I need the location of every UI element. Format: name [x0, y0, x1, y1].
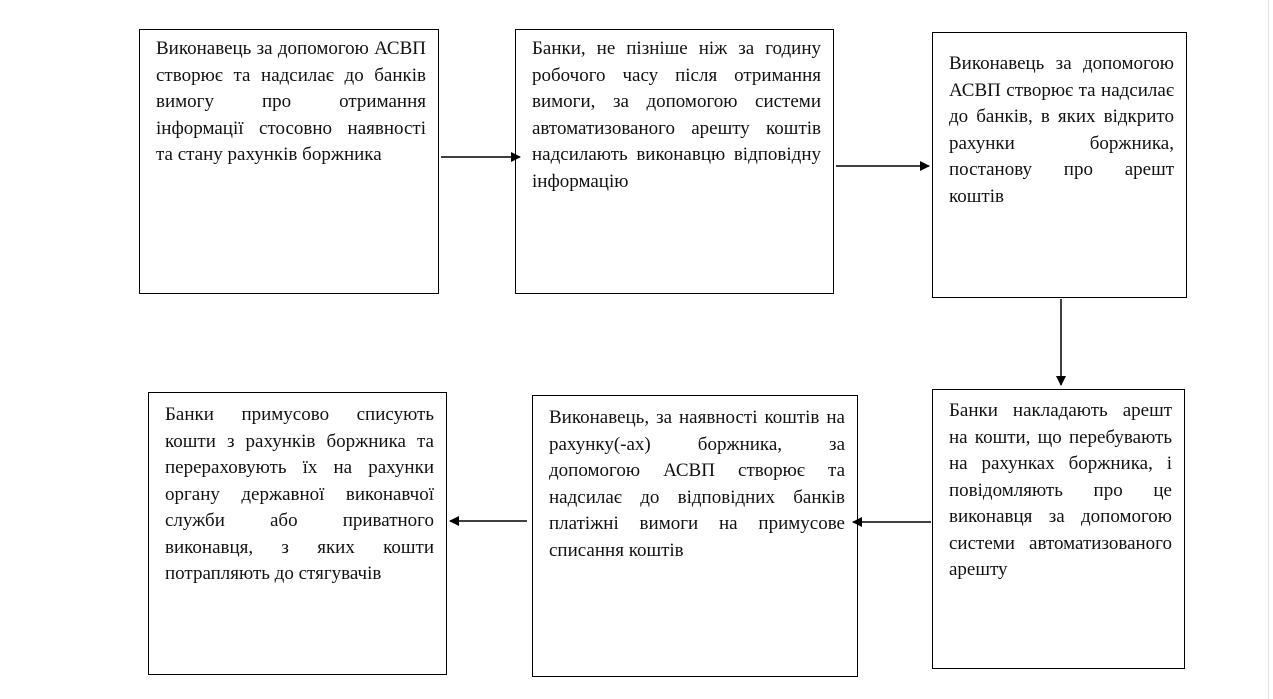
step-box-1	[139, 29, 439, 294]
step-text-6: Банки примусово списують кошти з рахунків боржника та перераховують їх на рахунки органу державної виконавчої служби або приватного виконавця, з яких кошти потрапляють до стягувачів	[165, 404, 434, 584]
page-edge-divider	[1268, 0, 1269, 699]
step-text-1: Виконавець за допомогою АСВП створює та надсилає до банків вимогу про отримання інформації стосовно наявності та стану рахунків боржника	[156, 38, 426, 165]
step-box-6	[148, 392, 447, 675]
step-box-4	[932, 389, 1185, 669]
step-text-3: Виконавець за допомогою АСВП створює та надсилає до банків, в яких відкрито рахунки боржника, постанову про арешт коштів	[949, 53, 1174, 207]
step-text-5: Виконавець, за наявності коштів на рахунку(-ах) боржника, за допомогою АСВП створює та надсилає до відповідних банків платіжні вимоги на примусове списання коштів	[549, 407, 845, 561]
step-box-3	[932, 32, 1187, 298]
step-text-4: Банки накладають арешт на кошти, що перебувають на рахунках боржника, і повідомляють про це виконавця за допомогою системи автоматизованого арешту	[949, 400, 1172, 580]
step-box-2	[515, 29, 834, 294]
step-text-2: Банки, не пізніше ніж за годину робочого часу після отримання вимоги, за допомогою системи автоматизованого арешту коштів надсилають виконавцю відповідну інформацію	[532, 38, 821, 192]
step-box-5	[532, 395, 858, 677]
